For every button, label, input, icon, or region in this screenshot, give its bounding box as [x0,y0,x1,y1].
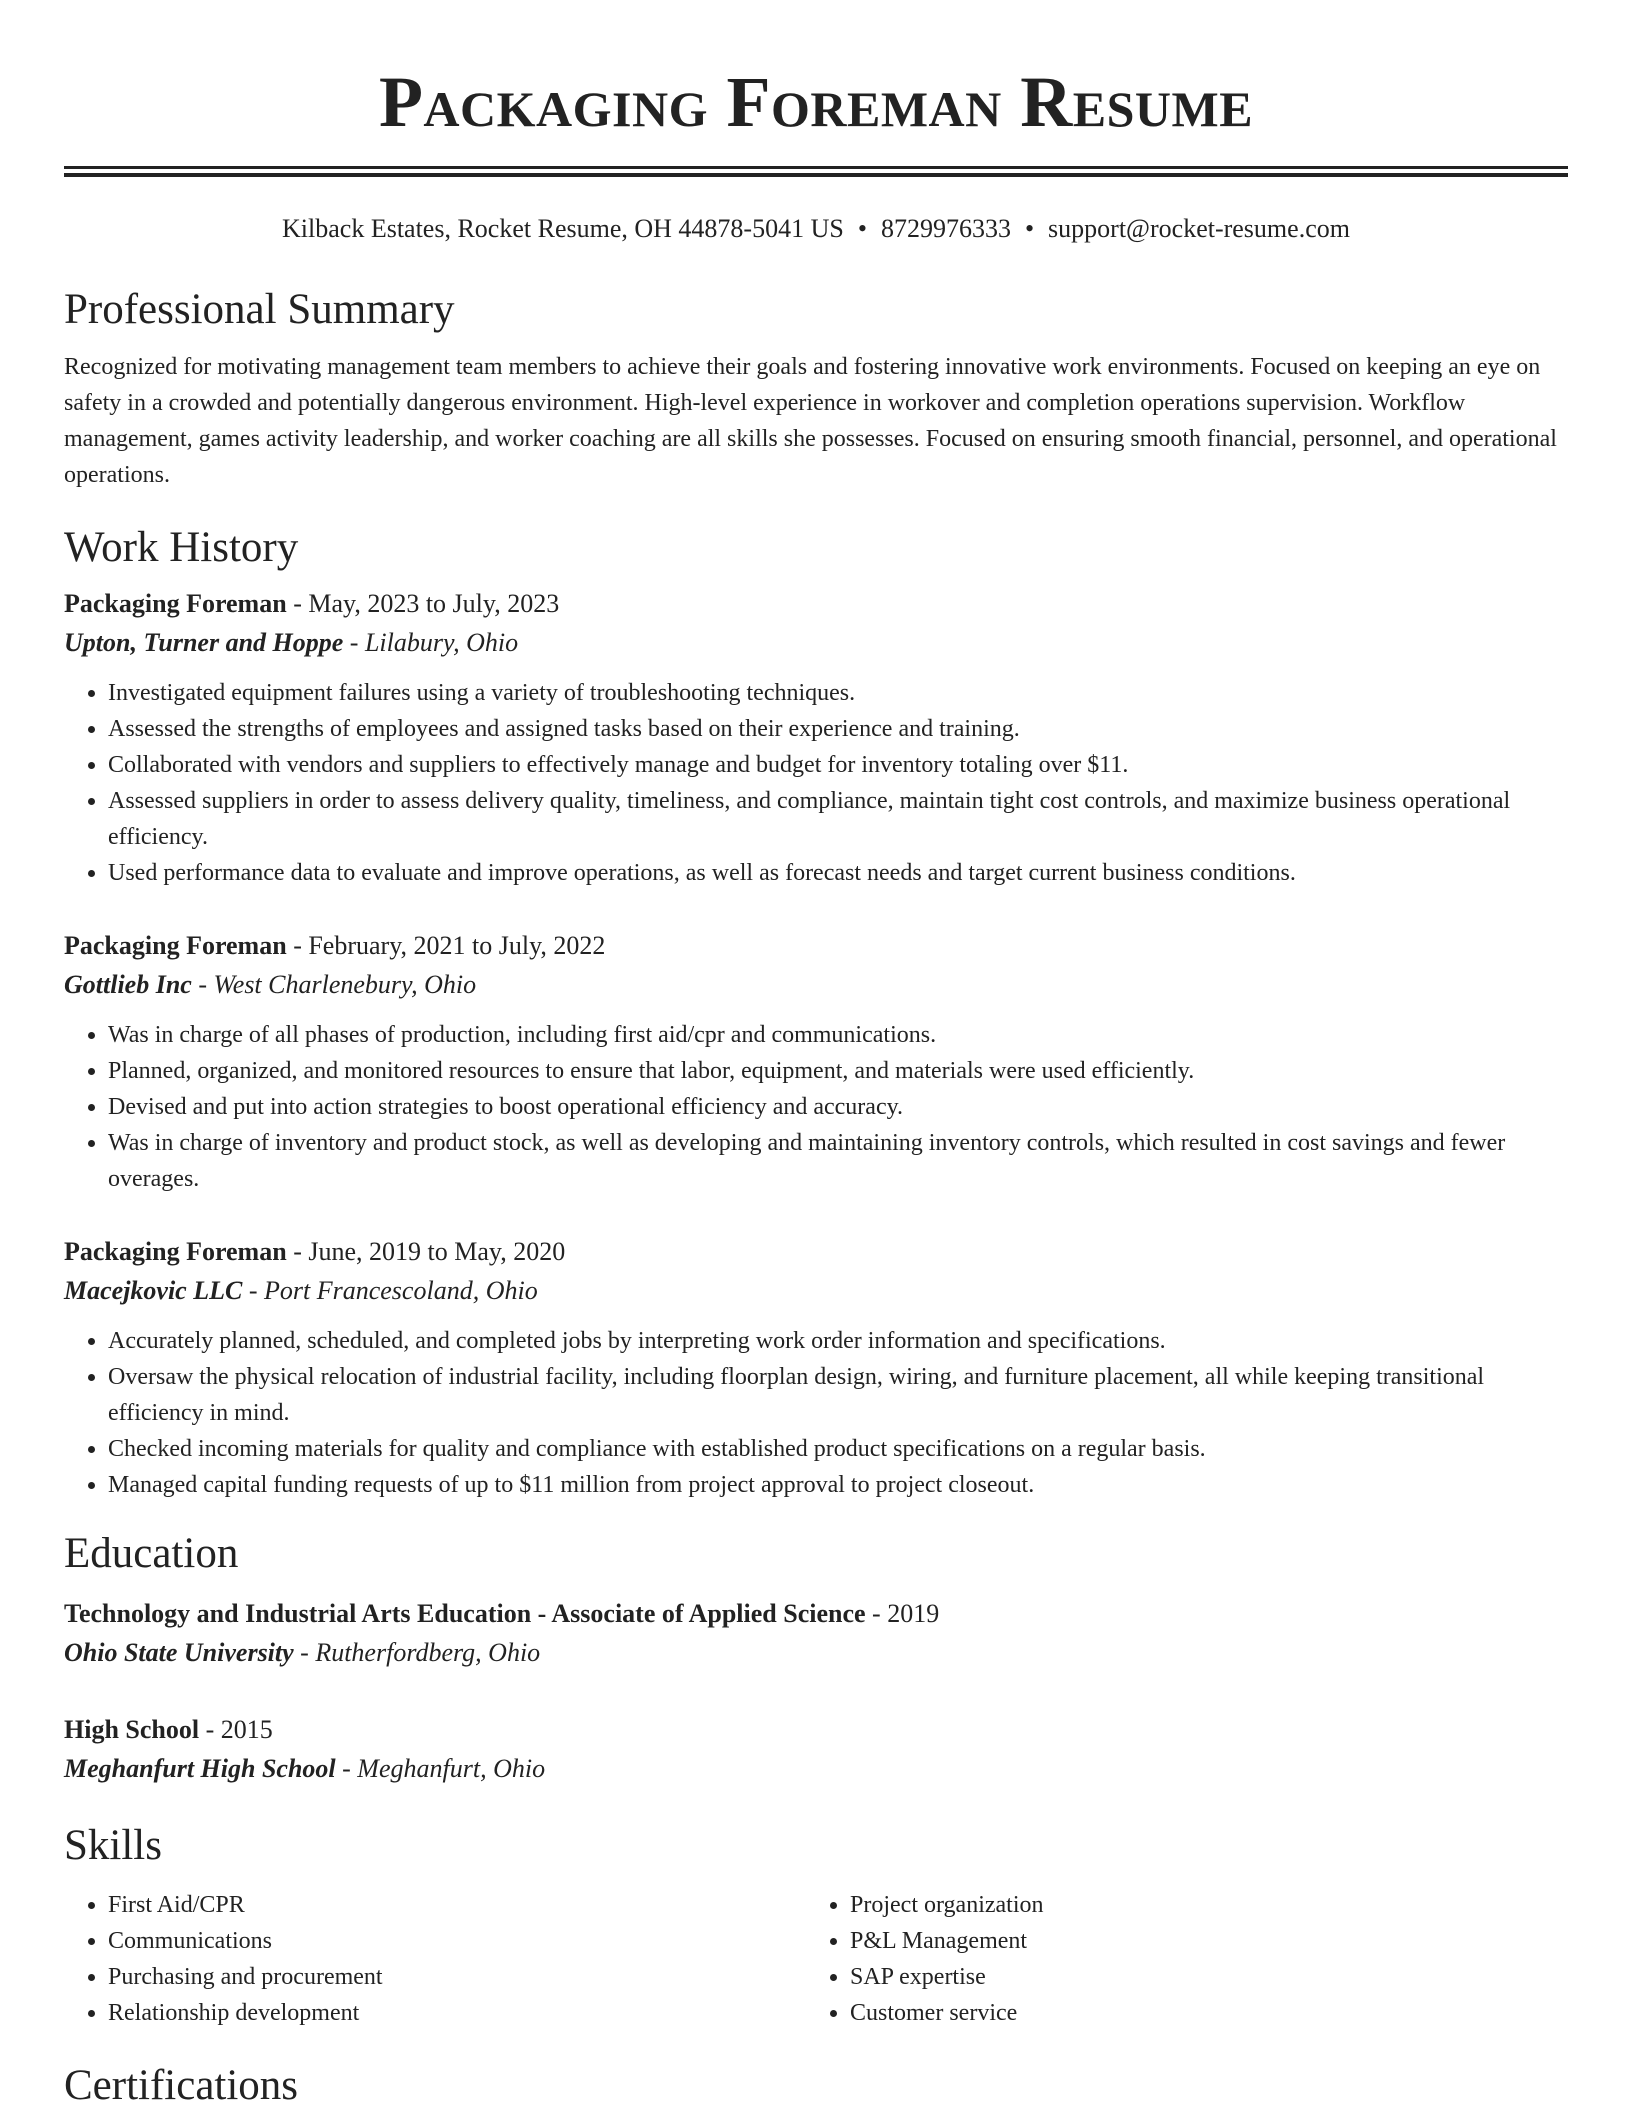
list-item: • Checked incoming materials for quality and compliance with established product specifications on a regular basis. [108,1431,1568,1467]
job-location: - West Charlenebury, Ohio [191,970,477,999]
list-item: • P&L Management [850,1923,1548,1959]
list-item: • Project organization [850,1887,1548,1923]
job-bullets [64,1323,1568,1503]
education-school-line [64,1749,1568,1789]
education-heading: Education [64,1530,239,1577]
job-location: - Lilabury, Ohio [343,628,519,657]
job-company: Gottlieb Inc [64,970,192,999]
job-title-line [64,585,1568,623]
list-item: • Oversaw the physical relocation of industrial facility, including floorplan design, wiring, and furniture placement, all while keeping transitional efficiency in mind. [108,1359,1568,1431]
education-degree-line [64,1595,1568,1633]
education-school: Meghanfurt High School [64,1754,336,1783]
job-company-line [64,965,1568,1005]
list-item: • Customer service [850,1995,1548,2031]
education-year: - 2019 [865,1599,940,1628]
job-entry [64,1233,1568,1503]
job-title: Packaging Foreman [64,589,287,618]
job-title: Packaging Foreman [64,931,287,960]
list-item: • Assessed suppliers in order to assess delivery quality, timeliness, and compliance, maintain tight cost controls, and maximize business operational efficiency. [108,783,1568,855]
job-company-line [64,1271,1568,1311]
job-company: Upton, Turner and Hoppe [64,628,344,657]
list-item: • Accurately planned, scheduled, and completed jobs by interpreting work order information and specifications. [108,1323,1568,1359]
list-item: • Purchasing and procurement [108,1959,806,1995]
list-item: • Communications [108,1923,806,1959]
education-degree: Technology and Industrial Arts Education - Associate of Applied Science [64,1599,866,1628]
job-bullets [64,1017,1568,1197]
job-title-line [64,927,1568,965]
education-location: - Meghanfurt, Ohio [335,1754,546,1783]
contact-separator: • [1024,214,1035,243]
list-item: • Assessed the strengths of employees and assigned tasks based on their experience and training. [108,711,1568,747]
work-history-heading: Work History [64,524,299,571]
skills-column-left [64,1887,806,2031]
list-item: • Relationship development [108,1995,806,2031]
education-degree: High School [64,1715,200,1744]
skills-column-right [806,1887,1548,2031]
list-item: • SAP expertise [850,1959,1548,1995]
summary-text: Recognized for motivating management team members to achieve their goals and fostering innovative work environments. Focused on keeping an eye on safety in a crowded and potentially dangerous environment. High-level experience in workover and completion operations supervision. Workflow management, games activity leadership, and worker coaching are all skills she possesses. Focused on ensuring smooth financial, personnel, and operational operations. [64,354,1557,488]
contact-separator: • [857,214,867,243]
job-dates: - February, 2021 to July, 2022 [286,931,606,960]
education-location: - Rutherfordberg, Ohio [293,1638,541,1667]
education-entry [64,1595,1568,1673]
skills-heading: Skills [64,1822,162,1869]
page-title: Packaging Foreman Resume [378,62,1254,142]
list-item: • First Aid/CPR [108,1887,806,1923]
summary-heading: Professional Summary [64,286,455,333]
education-degree-line [64,1711,1568,1749]
list-item: • Planned, organized, and monitored resources to ensure that labor, equipment, and materials were used efficiently. [108,1053,1568,1089]
job-company-line [64,623,1568,663]
contact-phone: 8729976333 [880,214,1011,243]
list-item: • Was in charge of all phases of production, including first aid/cpr and communications. [108,1017,1568,1053]
list-item: • Devised and put into action strategies to boost operational efficiency and accuracy. [108,1089,1568,1125]
list-item: • Was in charge of inventory and product stock, as well as developing and maintaining inventory controls, which resulted in cost savings and fewer overages. [108,1125,1568,1197]
education-school: Ohio State University [64,1638,294,1667]
list-item: • Collaborated with vendors and suppliers to effectively manage and budget for inventory totaling over $11. [108,747,1568,783]
education-year: - 2015 [199,1715,273,1744]
title-divider [64,166,1568,169]
skills-grid [64,1887,1568,2031]
certifications-heading: Certifications [64,2062,299,2109]
list-item: • Managed capital funding requests of up to $11 million from project approval to project closeout. [108,1467,1568,1503]
job-entry [64,927,1568,1197]
contact-address: Kilback Estates, Rocket Resume, OH 44878-5041 US [282,214,844,243]
job-location: - Port Francescoland, Ohio [242,1276,538,1305]
job-entry [64,585,1568,891]
job-title: Packaging Foreman [64,1237,287,1266]
job-dates: - May, 2023 to July, 2023 [286,589,560,618]
title-divider-secondary [64,173,1568,177]
list-item: • Used performance data to evaluate and improve operations, as well as forecast needs and target current business conditions. [108,855,1568,891]
job-title-line [64,1233,1568,1271]
job-bullets [64,675,1568,891]
contact-email: support@rocket-resume.com [1048,214,1350,243]
list-item: • Investigated equipment failures using a variety of troubleshooting techniques. [108,675,1568,711]
job-dates: - June, 2019 to May, 2020 [286,1237,566,1266]
education-school-line [64,1633,1568,1673]
job-company: Macejkovic LLC [64,1276,243,1305]
education-entry [64,1711,1568,1789]
contact-line [64,213,1568,245]
